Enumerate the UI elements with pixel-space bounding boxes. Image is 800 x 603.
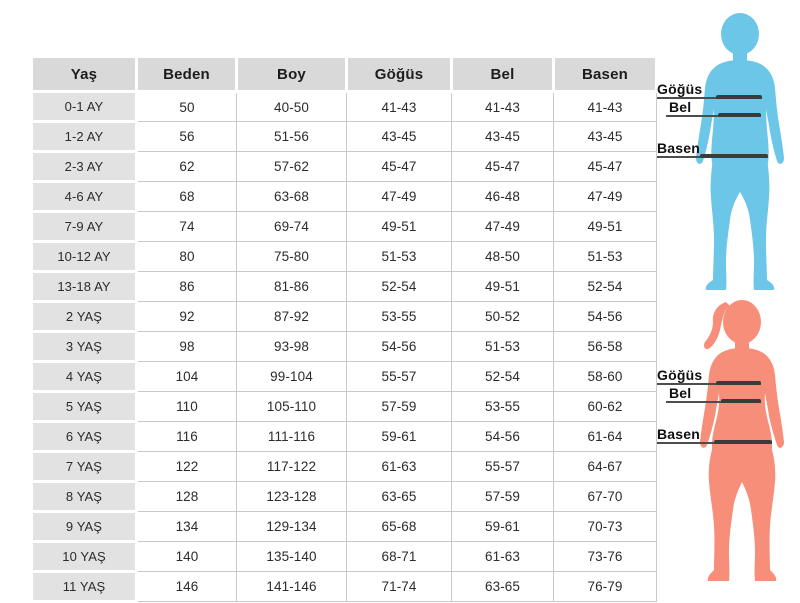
boy-chest-measure-line <box>716 95 762 99</box>
age-cell: 9 YAŞ <box>32 512 137 542</box>
table-row <box>32 212 657 242</box>
table-body <box>32 92 657 602</box>
value-cell: 128 <box>137 482 237 512</box>
value-cell: 45-47 <box>452 152 554 182</box>
value-cell: 50 <box>137 92 237 122</box>
value-cell: 63-65 <box>347 482 452 512</box>
age-cell: 2-3 AY <box>32 152 137 182</box>
age-cell: 1-2 AY <box>32 122 137 152</box>
age-cell: 0-1 AY <box>32 92 137 122</box>
table-row <box>32 542 657 572</box>
age-cell: 8 YAŞ <box>32 482 137 512</box>
value-cell: 49-51 <box>554 212 657 242</box>
table-row <box>32 302 657 332</box>
value-cell: 81-86 <box>237 272 347 302</box>
value-cell: 55-57 <box>347 362 452 392</box>
value-cell: 49-51 <box>452 272 554 302</box>
value-cell: 57-62 <box>237 152 347 182</box>
value-cell: 56-58 <box>554 332 657 362</box>
value-cell: 68-71 <box>347 542 452 572</box>
table-row <box>32 482 657 512</box>
value-cell: 57-59 <box>347 392 452 422</box>
column-header: Basen <box>554 57 657 92</box>
age-cell: 6 YAŞ <box>32 422 137 452</box>
value-cell: 69-74 <box>237 212 347 242</box>
value-cell: 117-122 <box>237 452 347 482</box>
table-row <box>32 452 657 482</box>
column-header: Boy <box>237 57 347 92</box>
value-cell: 98 <box>137 332 237 362</box>
value-cell: 58-60 <box>554 362 657 392</box>
table-row <box>32 152 657 182</box>
value-cell: 60-62 <box>554 392 657 422</box>
girl-hip-measure-line <box>714 440 772 444</box>
value-cell: 57-59 <box>452 482 554 512</box>
age-cell: 4 YAŞ <box>32 362 137 392</box>
girl-waist-measure-line <box>721 399 761 403</box>
value-cell: 43-45 <box>347 122 452 152</box>
value-cell: 48-50 <box>452 242 554 272</box>
value-cell: 51-53 <box>347 242 452 272</box>
value-cell: 135-140 <box>237 542 347 572</box>
value-cell: 43-45 <box>452 122 554 152</box>
value-cell: 71-74 <box>347 572 452 602</box>
table-row <box>32 572 657 602</box>
value-cell: 47-49 <box>554 182 657 212</box>
value-cell: 61-63 <box>452 542 554 572</box>
value-cell: 53-55 <box>347 302 452 332</box>
value-cell: 51-53 <box>554 242 657 272</box>
girl-chest-label: Göğüs <box>657 367 703 383</box>
age-cell: 13-18 AY <box>32 272 137 302</box>
value-cell: 110 <box>137 392 237 422</box>
table-row <box>32 362 657 392</box>
age-cell: 2 YAŞ <box>32 302 137 332</box>
value-cell: 123-128 <box>237 482 347 512</box>
girl-chest-measure-line <box>716 381 761 385</box>
value-cell: 47-49 <box>347 182 452 212</box>
value-cell: 111-116 <box>237 422 347 452</box>
value-cell: 75-80 <box>237 242 347 272</box>
value-cell: 68 <box>137 182 237 212</box>
value-cell: 134 <box>137 512 237 542</box>
boy-chest-label: Göğüs <box>657 81 703 97</box>
value-cell: 54-56 <box>554 302 657 332</box>
value-cell: 86 <box>137 272 237 302</box>
value-cell: 62 <box>137 152 237 182</box>
value-cell: 54-56 <box>347 332 452 362</box>
boy-hip-label: Basen <box>657 140 701 156</box>
value-cell: 41-43 <box>452 92 554 122</box>
value-cell: 61-64 <box>554 422 657 452</box>
value-cell: 53-55 <box>452 392 554 422</box>
value-cell: 40-50 <box>237 92 347 122</box>
value-cell: 41-43 <box>347 92 452 122</box>
value-cell: 43-45 <box>554 122 657 152</box>
value-cell: 41-43 <box>554 92 657 122</box>
column-header: Yaş <box>32 57 137 92</box>
value-cell: 54-56 <box>452 422 554 452</box>
value-cell: 64-67 <box>554 452 657 482</box>
table-row <box>32 332 657 362</box>
value-cell: 50-52 <box>452 302 554 332</box>
value-cell: 63-65 <box>452 572 554 602</box>
value-cell: 104 <box>137 362 237 392</box>
age-cell: 3 YAŞ <box>32 332 137 362</box>
value-cell: 47-49 <box>452 212 554 242</box>
value-cell: 105-110 <box>237 392 347 422</box>
value-cell: 92 <box>137 302 237 332</box>
value-cell: 70-73 <box>554 512 657 542</box>
age-cell: 10 YAŞ <box>32 542 137 572</box>
header-row <box>32 57 657 92</box>
value-cell: 59-61 <box>347 422 452 452</box>
value-cell: 45-47 <box>554 152 657 182</box>
value-cell: 51-56 <box>237 122 347 152</box>
boy-waist-measure-line <box>718 113 761 117</box>
table-row <box>32 182 657 212</box>
value-cell: 129-134 <box>237 512 347 542</box>
value-cell: 141-146 <box>237 572 347 602</box>
table-row <box>32 272 657 302</box>
boy-waist-label: Bel <box>669 99 692 115</box>
age-cell: 11 YAŞ <box>32 572 137 602</box>
value-cell: 52-54 <box>554 272 657 302</box>
girl-hip-label: Basen <box>657 426 701 442</box>
girl-waist-label: Bel <box>669 385 692 401</box>
value-cell: 56 <box>137 122 237 152</box>
table-row <box>32 512 657 542</box>
value-cell: 52-54 <box>347 272 452 302</box>
value-cell: 59-61 <box>452 512 554 542</box>
value-cell: 63-68 <box>237 182 347 212</box>
value-cell: 140 <box>137 542 237 572</box>
column-header: Göğüs <box>347 57 452 92</box>
value-cell: 52-54 <box>452 362 554 392</box>
value-cell: 87-92 <box>237 302 347 332</box>
value-cell: 76-79 <box>554 572 657 602</box>
table-row <box>32 92 657 122</box>
value-cell: 67-70 <box>554 482 657 512</box>
boy-hip-measure-line <box>700 154 768 158</box>
value-cell: 74 <box>137 212 237 242</box>
value-cell: 116 <box>137 422 237 452</box>
age-cell: 4-6 AY <box>32 182 137 212</box>
table-row <box>32 242 657 272</box>
value-cell: 93-98 <box>237 332 347 362</box>
age-cell: 10-12 AY <box>32 242 137 272</box>
value-cell: 80 <box>137 242 237 272</box>
column-header: Beden <box>137 57 237 92</box>
column-header: Bel <box>452 57 554 92</box>
value-cell: 46-48 <box>452 182 554 212</box>
value-cell: 65-68 <box>347 512 452 542</box>
age-cell: 7-9 AY <box>32 212 137 242</box>
value-cell: 122 <box>137 452 237 482</box>
table-row <box>32 122 657 152</box>
size-chart-table <box>30 55 658 603</box>
table-row <box>32 422 657 452</box>
value-cell: 73-76 <box>554 542 657 572</box>
value-cell: 146 <box>137 572 237 602</box>
age-cell: 5 YAŞ <box>32 392 137 422</box>
table-header <box>32 57 657 92</box>
table-row <box>32 392 657 422</box>
value-cell: 51-53 <box>452 332 554 362</box>
value-cell: 55-57 <box>452 452 554 482</box>
value-cell: 61-63 <box>347 452 452 482</box>
boy-body-shape <box>696 13 784 290</box>
age-cell: 7 YAŞ <box>32 452 137 482</box>
value-cell: 49-51 <box>347 212 452 242</box>
value-cell: 99-104 <box>237 362 347 392</box>
value-cell: 45-47 <box>347 152 452 182</box>
